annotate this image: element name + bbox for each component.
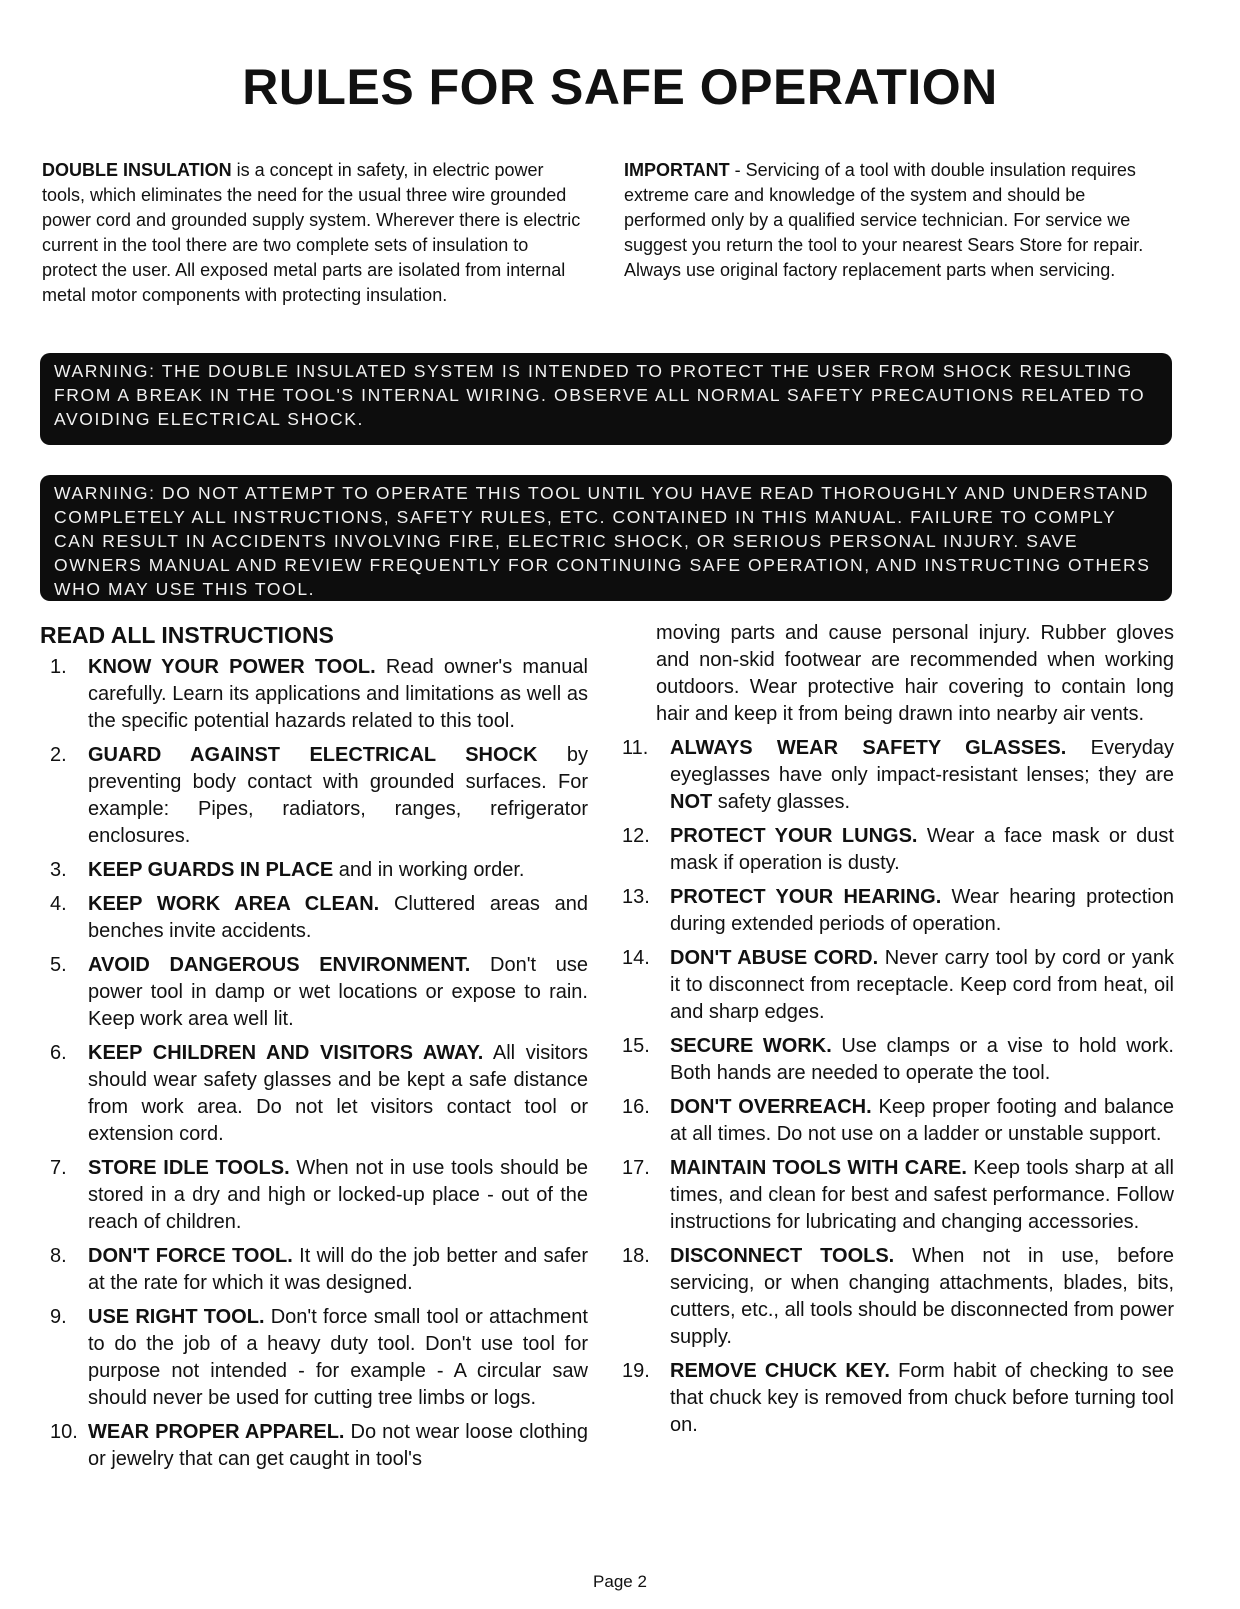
warning-box-read-manual: WARNING: DO NOT ATTEMPT TO OPERATE THIS TOOL UNTIL YOU HAVE READ THOROUGHLY AND UNDERSTAND COMPLETELY ALL INSTRUCTIONS, SAFETY RULES, ETC. CONTAINED IN THIS MANUAL. FAILURE TO COMPLY CAN RESULT IN ACCIDENTS INVOLVING FIRE, ELECTRIC SHOCK, OR SERIOUS PERSONAL INJURY. SAVE OWNERS MANUAL AND REVIEW FREQUENTLY FOR CONTINUING SAFE OPERATION, AND INSTRUCTING OTHERS WHO MAY USE THIS TOOL. <box>40 475 1172 601</box>
item-number: 15. <box>622 1035 650 1057</box>
item-number: 17. <box>622 1157 650 1179</box>
item-text: Wear a face mask or dust mask if operation is dusty. <box>670 825 1174 874</box>
item-lead: KEEP WORK AREA CLEAN. <box>88 893 380 915</box>
list-item <box>40 1243 588 1297</box>
item-text: All visitors should wear safety glasses and be kept a safe distance from work area. Do not let visitors contact tool or extension cord. <box>88 1042 588 1145</box>
item-text: Don't force small tool or attachment to do the job of a heavy duty tool. Don't use tool for purpose not intended - for example - A circular saw should never be used for cutting tree limbs or logs. <box>88 1306 588 1409</box>
important-paragraph <box>624 158 1172 283</box>
item-text: Everyday eyeglasses have only impact-resistant lenses; they are <box>670 737 1174 786</box>
item-number: 6. <box>50 1042 67 1064</box>
item-lead: DISCONNECT TOOLS. <box>670 1245 895 1267</box>
list-item <box>622 1033 1174 1087</box>
item-text: Cluttered areas and benches invite accidents. <box>88 893 588 942</box>
list-item <box>40 891 588 945</box>
item-lead: DON'T ABUSE CORD. <box>670 947 879 969</box>
list-item <box>40 654 588 735</box>
item-number: 3. <box>50 859 67 881</box>
item-text: and in working order. <box>333 859 525 881</box>
item-number: 4. <box>50 893 67 915</box>
double-insulation-lead: DOUBLE INSULATION <box>42 160 232 180</box>
list-item <box>40 742 588 850</box>
item-lead: REMOVE CHUCK KEY. <box>670 1360 890 1382</box>
item-lead: KNOW YOUR POWER TOOL. <box>88 656 376 678</box>
list-item <box>622 884 1174 938</box>
section-heading: READ ALL INSTRUCTIONS <box>40 622 334 648</box>
item-10-continued: moving parts and cause personal injury. Rubber gloves and non-skid footwear are recommended when working outdoors. Wear protective hair covering to contain long hair and keep it from being drawn into nearby air vents. <box>656 622 1174 725</box>
important-text: - Servicing of a tool with double insulation requires extreme care and knowledge of the system and should be performed only by a qualified service technician. For service we suggest you return the tool to your nearest Sears Store for repair. Always use original factory replacement parts when servicing. <box>624 160 1144 280</box>
list-item <box>622 1155 1174 1236</box>
item-number: 2. <box>50 744 67 766</box>
item-number: 19. <box>622 1360 650 1382</box>
item-number: 8. <box>50 1245 67 1267</box>
item-lead: GUARD AGAINST ELECTRICAL SHOCK <box>88 744 538 766</box>
double-insulation-paragraph <box>42 158 588 308</box>
item-number: 12. <box>622 825 650 847</box>
instruction-list-left <box>40 654 588 1473</box>
item-lead: USE RIGHT TOOL. <box>88 1306 265 1328</box>
list-item <box>622 1358 1174 1439</box>
list-item <box>40 1155 588 1236</box>
list-item <box>622 1094 1174 1148</box>
list-item <box>622 735 1174 816</box>
item-lead: DON'T FORCE TOOL. <box>88 1245 293 1267</box>
list-item <box>40 1419 588 1473</box>
list-item <box>40 857 588 884</box>
item-number: 13. <box>622 886 650 908</box>
page-number: Page 2 <box>593 1572 647 1591</box>
item-text: Keep tools sharp at all times, and clean for best and safest performance. Follow instructions for lubricating and changing accessories. <box>670 1157 1174 1233</box>
instruction-list-right <box>622 735 1174 1439</box>
item-text: Wear hearing protection during extended periods of operation. <box>670 886 1174 935</box>
item-text: Read owner's manual carefully. Learn its applications and limitations as well as the specific potential hazards related to this tool. <box>88 656 588 732</box>
item-text: by preventing body contact with grounded surfaces. For example: Pipes, radiators, ranges, refrigerator enclosures. <box>88 744 588 847</box>
item-lead: KEEP GUARDS IN PLACE <box>88 859 334 881</box>
double-insulation-text: is a concept in safety, in electric power tools, which eliminates the need for the usual three wire grounded power cord and grounded supply system. Wherever there is electric current in the tool there are two complete sets of insulation to protect the user. All exposed metal parts are isolated from internal metal motor components with protecting insulation. <box>42 160 581 305</box>
instructions-left-column <box>40 620 588 1480</box>
item-text: Form habit of checking to see that chuck key is removed from chuck before turning tool on. <box>670 1360 1174 1436</box>
list-item <box>40 952 588 1033</box>
item-text: When not in use, before servicing, or when changing attachments, blades, bits, cutters, etc., all tools should be disconnected from power supply. <box>670 1245 1174 1348</box>
item-text: It will do the job better and safer at the rate for which it was designed. <box>88 1245 588 1294</box>
item-lead: WEAR PROPER APPAREL. <box>88 1421 345 1443</box>
item-number: 5. <box>50 954 67 976</box>
item-text: Do not wear loose clothing or jewelry that can get caught in tool's <box>88 1421 588 1470</box>
item-lead: AVOID DANGEROUS ENVIRONMENT. <box>88 954 471 976</box>
item-lead: STORE IDLE TOOLS. <box>88 1157 290 1179</box>
item-number: 7. <box>50 1157 67 1179</box>
warning-box-double-insulation: WARNING: THE DOUBLE INSULATED SYSTEM IS INTENDED TO PROTECT THE USER FROM SHOCK RESULTING FROM A BREAK IN THE TOOL'S INTERNAL WIRING. OBSERVE ALL NORMAL SAFETY PRECAUTIONS RELATED TO AVOIDING ELECTRICAL SHOCK. <box>40 353 1172 445</box>
instructions-right-column <box>622 620 1174 1446</box>
list-item <box>622 1243 1174 1351</box>
list-item <box>622 823 1174 877</box>
item-text: Never carry tool by cord or yank it to disconnect from receptacle. Keep cord from heat, oil and sharp edges. <box>670 947 1174 1023</box>
list-item <box>622 945 1174 1026</box>
item-text: Use clamps or a vise to hold work. Both hands are needed to operate the tool. <box>670 1035 1174 1084</box>
item-emphasis: NOT <box>670 791 713 813</box>
item-lead: PROTECT YOUR LUNGS. <box>670 825 918 847</box>
item-number: 9. <box>50 1306 67 1328</box>
item-lead: MAINTAIN TOOLS WITH CARE. <box>670 1157 967 1179</box>
important-lead: IMPORTANT <box>624 160 730 180</box>
item-number: 10. <box>50 1421 78 1443</box>
item-text: Don't use power tool in damp or wet locations or expose to rain. Keep work area well lit. <box>88 954 588 1030</box>
item-number: 16. <box>622 1096 650 1118</box>
item-text: When not in use tools should be stored in a dry and high or locked-up place - out of the reach of children. <box>88 1157 588 1233</box>
item-number: 1. <box>50 656 67 678</box>
item-lead: DON'T OVERREACH. <box>670 1096 872 1118</box>
item-number: 14. <box>622 947 650 969</box>
list-item <box>40 1304 588 1412</box>
item-lead: ALWAYS WEAR SAFETY GLASSES. <box>670 737 1067 759</box>
item-number: 18. <box>622 1245 650 1267</box>
list-item <box>40 1040 588 1148</box>
item-lead: SECURE WORK. <box>670 1035 832 1057</box>
item-lead: PROTECT YOUR HEARING. <box>670 886 942 908</box>
item-lead: KEEP CHILDREN AND VISITORS AWAY. <box>88 1042 484 1064</box>
item-text: safety glasses. <box>712 791 851 813</box>
page-title: RULES FOR SAFE OPERATION <box>242 59 998 115</box>
item-text: Keep proper footing and balance at all times. Do not use on a ladder or unstable support. <box>670 1096 1174 1145</box>
item-number: 11. <box>622 737 649 759</box>
